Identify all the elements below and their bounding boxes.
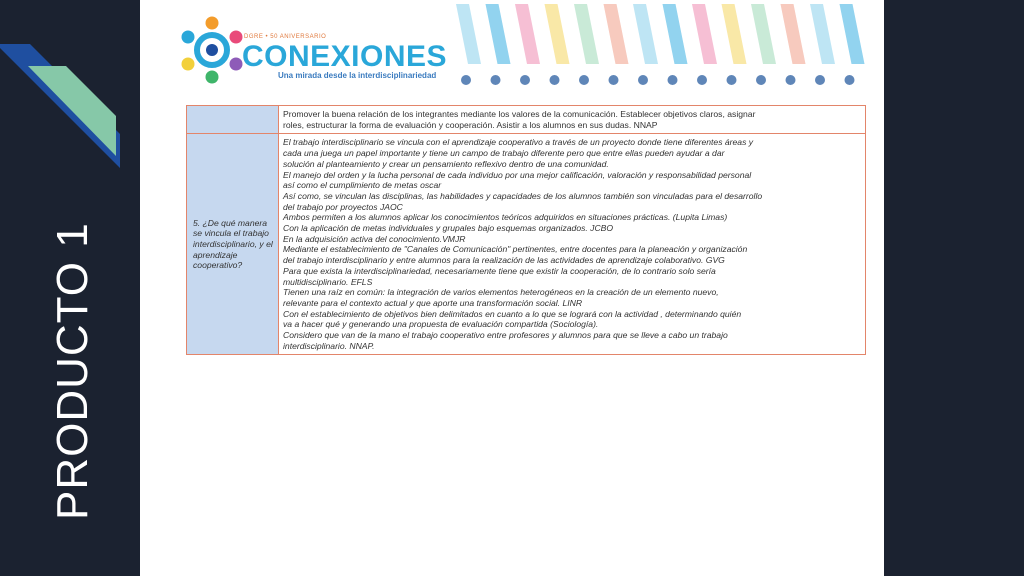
banner-dot (491, 75, 501, 85)
right-panel (884, 0, 1024, 576)
banner-stripe (840, 4, 865, 64)
banner-dot (550, 75, 560, 85)
banner-stripe (486, 4, 511, 64)
banner-dot (786, 75, 796, 85)
answer-line: relevante para el contexto actual y que aporte una transformación social. LINR (283, 297, 583, 308)
banner-dot (520, 75, 530, 85)
answer-line: Ambos permiten a los alumnos aplicar los conocimientos teóricos adquiridos en situaciones prácticas. (Lupita Limas) (283, 212, 728, 223)
answer-line: Con el establecimiento de objetivos bien delimitados en cuanto a lo que se logrará con la actividad , determinando quién (283, 308, 742, 319)
banner-stripe (663, 4, 688, 64)
banner-stripe (810, 4, 835, 64)
banner-stripe (633, 4, 658, 64)
slide-title: PRODUCTO 1 (48, 222, 97, 520)
question-cell-empty (187, 106, 279, 134)
banner-dot (845, 75, 855, 85)
banner-stripe (545, 4, 570, 64)
banner-dot (579, 75, 589, 85)
answer-line: solución al planteamiento y crear un pensamiento reflexivo dentro de una comunidad. (283, 158, 609, 169)
answer-line: roles, estructurar la forma de evaluación y cooperación. Asistir a los alumnos en sus dudas. NNAP (283, 119, 658, 130)
anniversary-label: DGRE • 50 ANIVERSARIO (244, 34, 327, 40)
answer-line: Tienen una raíz en común: la integración de varios elementos heterogéneos en la creación de un elemento nuevo, (283, 287, 719, 298)
answer-line: así como el cumplimiento de metas oscar (283, 180, 442, 191)
banner-stripe (692, 4, 717, 64)
answers-table (186, 105, 866, 355)
banner-dot (727, 75, 737, 85)
answer-line: Considero que van de la mano el trabajo cooperativo entre profesores y alumnos para que se lleve a cabo un trabajo (283, 330, 728, 341)
banner-dot (756, 75, 766, 85)
question-cell: 5. ¿De qué manera se vincula el trabajo interdisciplinario, y el aprendizaje cooperativo? (187, 134, 279, 355)
answer-line: cada una juega un papel importante y tiene un campo de trabajo diferente pero que entre ellas pueden ayudar a dar (283, 148, 725, 159)
banner-stripe (456, 4, 481, 64)
answer-line: El manejo del orden y la lucha personal de cada individuo por una mejor calificación, valoración y responsabilidad personal (283, 169, 752, 180)
answer-line: interdisciplinario. NNAP. (283, 340, 375, 351)
answer-line: El trabajo interdisciplinario se vincula con el aprendizaje cooperativo a través de un proyecto donde tiene diferentes áreas y (283, 137, 754, 148)
answer-line: del trabajo por proyectos JAOC (283, 201, 403, 212)
decorative-zigzag-banner (448, 4, 878, 90)
brand-title: CONEXIONES (242, 40, 448, 73)
answer-line: multidisciplinario. EFLS (283, 276, 373, 287)
answer-line: En la adquisición activa del conocimiento.VMJR (283, 233, 466, 244)
answer-line: va a hacer qué y generando una propuesta de evaluación compartida (Sociología). (283, 319, 599, 330)
answer-line: Así como, se vinculan las disciplinas, las habilidades y capacidades de los alumnos también son vinculadas para el desarrollo (283, 190, 763, 201)
banner-dot (638, 75, 648, 85)
banner-stripe (604, 4, 629, 64)
banner-dot (609, 75, 619, 85)
answer-line: Para que exista la interdisciplinariedad, necesariamente tiene que existir la cooperación, de lo contrario solo sería (283, 265, 716, 276)
banner-dot (461, 75, 471, 85)
banner-stripe (574, 4, 599, 64)
banner-stripe (515, 4, 540, 64)
banner-dot (697, 75, 707, 85)
answer-cell (279, 106, 866, 134)
banner-stripe (781, 4, 806, 64)
answer-line: Promover la buena relación de los integrantes mediante los valores de la comunicación. Establecer objetivos claros, asignar (283, 109, 756, 119)
document-page (140, 0, 884, 576)
answer-line: Con la aplicación de metas individuales y grupales bajo esquemas organizados. JCBO (283, 223, 614, 234)
banner-dot (668, 75, 678, 85)
banner-stripe (722, 4, 747, 64)
banner-stripe (751, 4, 776, 64)
brand-tagline: Una mirada desde la interdisciplinariedad (278, 71, 437, 80)
table-row (187, 106, 866, 134)
answer-cell (279, 134, 866, 355)
banner-dot (815, 75, 825, 85)
conexiones-molecule-logo-icon (176, 14, 248, 86)
table-row (187, 134, 866, 355)
answer-line: del trabajo interdisciplinario y entre alumnos para la realización de las actividades de aprendizaje colaborativo. GVG (283, 255, 725, 266)
answer-line: Mediante el establecimiento de "Canales de Comunicación" pertinentes, entre docentes para la planeación y organización (283, 244, 748, 255)
